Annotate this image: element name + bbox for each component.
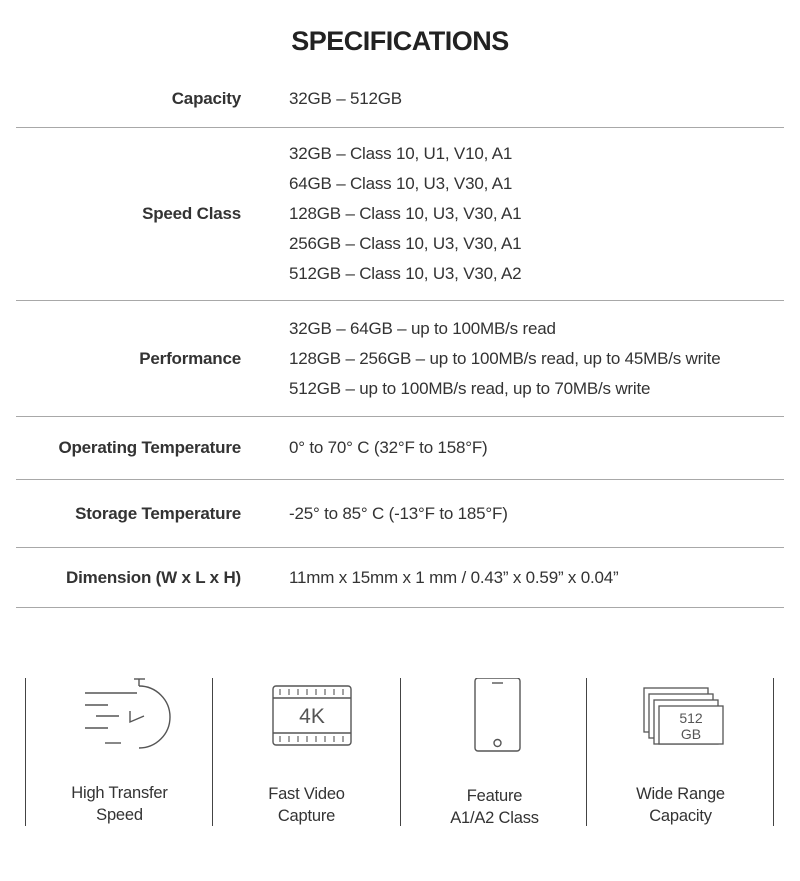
feature-label (587, 783, 774, 827)
feature-label-line: Capacity (649, 807, 712, 825)
smartphone-icon (401, 678, 588, 758)
spec-label: Storage Temperature (75, 503, 241, 523)
feature-label-line: Speed (96, 806, 143, 824)
feature-a1-a2-class (401, 678, 588, 826)
icon-text: 512 (679, 710, 703, 726)
icon-text: 4K (299, 705, 325, 728)
spec-value: 512GB – Class 10, U3, V30, A2 (289, 264, 522, 283)
spec-value: 32GB – Class 10, U1, V10, A1 (289, 144, 513, 163)
feature-label-line: Capture (277, 807, 336, 825)
spec-value: -25° to 85° C (-13°F to 185°F) (289, 503, 508, 523)
spec-value: 128GB – 256GB – up to 100MB/s read, up to 45MB/s write (289, 348, 721, 368)
feature-label-line: High Transfer (71, 784, 168, 802)
page-title: SPECIFICATIONS (291, 26, 509, 56)
spec-value: 0° to 70° C (32°F to 158°F) (289, 438, 488, 457)
feature-label-line: A1/A2 Class (450, 809, 539, 827)
spec-value: 128GB – Class 10, U3, V30, A1 (289, 204, 522, 223)
spec-values (289, 563, 619, 593)
icon-text: GB (680, 726, 702, 742)
spec-row-speed-class (16, 128, 784, 301)
spec-value: 32GB – 64GB – up to 100MB/s read (289, 318, 556, 338)
spec-label: Dimension (W x L x H) (66, 567, 241, 587)
spec-label: Speed Class (142, 204, 241, 223)
spec-label: Performance (139, 348, 241, 368)
spec-row-storage-temperature (16, 480, 784, 548)
feature-label-line: Fast Video (268, 785, 345, 803)
feature-wide-range-capacity (587, 678, 774, 826)
feature-label (401, 785, 588, 829)
feature-label (26, 782, 213, 826)
feature-strip (0, 678, 800, 826)
feature-fast-video-capture (213, 678, 400, 826)
spec-row-capacity (16, 70, 784, 128)
stacked-cards-icon (587, 678, 774, 758)
spec-row-dimension (16, 548, 784, 608)
spec-label: Operating Temperature (58, 438, 241, 457)
spec-row-operating-temperature (16, 417, 784, 480)
4k-video-icon (213, 678, 400, 758)
spec-values (289, 314, 720, 404)
spec-table (16, 70, 784, 608)
spec-value: 11mm x 15mm x 1 mm / 0.43” x 0.59” x 0.04” (289, 567, 619, 587)
spec-value: 256GB – Class 10, U3, V30, A1 (289, 234, 522, 253)
spec-label: Capacity (171, 88, 241, 108)
spec-values (289, 433, 488, 463)
spec-value: 32GB – 512GB (289, 88, 402, 108)
stopwatch-speed-icon (26, 678, 213, 758)
feature-label-line: Wide Range (636, 785, 725, 803)
spec-values (289, 139, 521, 289)
spec-row-performance (16, 301, 784, 417)
spec-value: 64GB – Class 10, U3, V30, A1 (289, 174, 513, 193)
feature-label-line: Feature (466, 787, 523, 805)
feature-high-transfer-speed (26, 678, 213, 826)
feature-label (213, 783, 400, 827)
spec-values (289, 499, 508, 529)
spec-values (289, 84, 402, 114)
spec-value: 512GB – up to 100MB/s read, up to 70MB/s write (289, 378, 651, 398)
